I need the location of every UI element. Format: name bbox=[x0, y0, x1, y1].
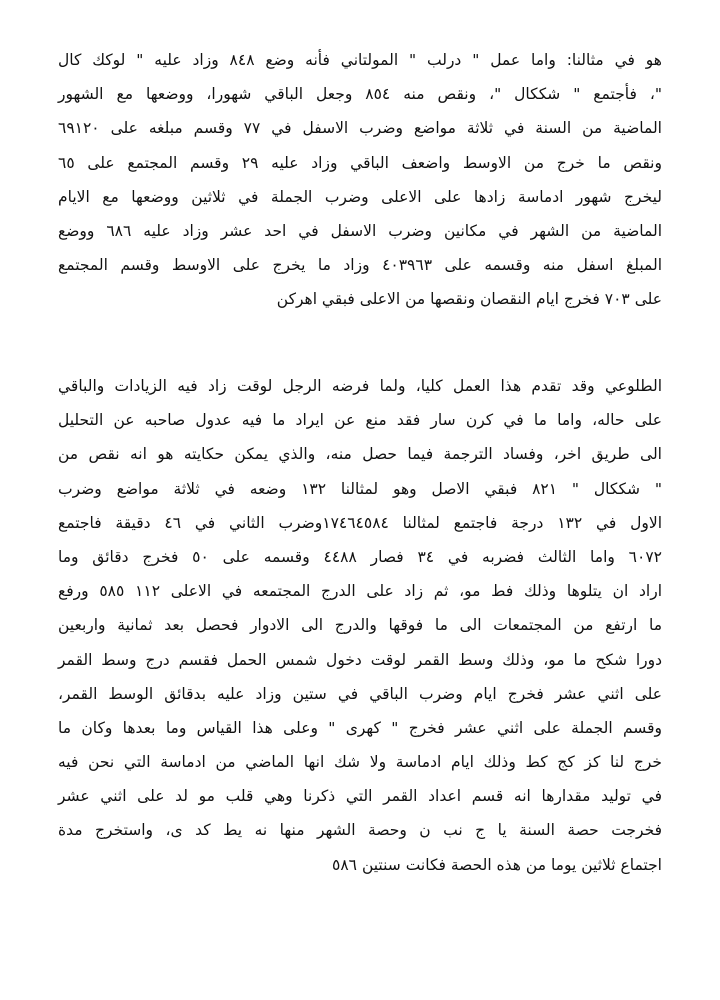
paragraph-2-line-8: ما ارتفع من المجتمعات الى ما فوقها والدرج الى الادوار فحصل بعد ثمانية واربعين bbox=[58, 616, 662, 635]
paragraph-2-line-6: ٦٠٧٢ واما الثالث فضربه في ٣٤ فصار ٤٤٨٨ وقسمه على ٥٠ فخرج دقائق وما bbox=[58, 547, 662, 566]
paragraph-2-line-4: " شككال " ٨٢١ فبقي الاصل وهو لمثالنا ١٣٢ وضعه في ثلاثة مواضع وضرب bbox=[58, 479, 662, 498]
paragraph-2-line-15: اجتماع ثلاثين يوما من هذه الحصة فكانت سنتين ٥٨٦ bbox=[332, 855, 662, 874]
paragraph-1 bbox=[58, 43, 662, 317]
paragraph-2-line-2: على حاله، واما ما في كرن سار فقد منع عن ايراد ما فيه عدول صاحبه عن التحليل bbox=[58, 411, 662, 430]
paragraph-2-line-3: الى طريق اخر، وفساد الترجمة فيما حصل منه، والذي يمكن حكايته هو انه نقص من bbox=[58, 445, 662, 464]
paragraph-1-line-2: "، فأجتمع " شككال "، ونقص منه ٨٥٤ وجعل الباقي شهورا، ووضعها مع الشهور bbox=[58, 85, 663, 104]
paragraph-2-line-12: خرج لنا كز كج كط وذلك ايام ادماسة ولا شك انها الماضي من ادماسة التي نحن فيه bbox=[58, 753, 662, 772]
paragraph-1-line-7: المبلغ اسفل منه وقسمه على ٤٠٣٩٦٣ وزاد ما يخرج على الاوسط وقسم المجتمع bbox=[58, 256, 662, 275]
paragraph-2-line-14: فخرجت حصة السنة يا ج نب ن وحصة الشهر منها نه يط كد ى، واستخرج مدة bbox=[58, 821, 662, 840]
paragraph-1-line-4: ونقص ما خرج من الاوسط واضعف الباقي وزاد عليه ٢٩ وقسم المجتمع على ٦٥ bbox=[58, 153, 662, 172]
paragraph-2-line-10: على اثني عشر فخرج ايام وضرب الباقي في ستين وزاد عليه بدقائق الوسط القمر، bbox=[58, 684, 662, 703]
paragraph-1-line-8: على ٧٠٣ فخرج ايام النقصان ونقصها من الاعلى فبقي اهركن bbox=[276, 290, 662, 309]
paragraph-2-line-7: اراد ان يتلوها وذلك فط مو، ثم زاد على الدرج المجتمعه في الاعلى ١١٢ ٥٨٥ ورفع bbox=[58, 582, 662, 601]
paragraph-2 bbox=[58, 369, 662, 882]
paragraph-1-line-3: الماضية من السنة في ثلاثة مواضع وضرب الاسفل في ٧٧ وقسم مبلغه على ٦٩١٢٠ bbox=[58, 119, 662, 138]
paragraph-2-line-1: الطلوعي وقد تقدم هذا العمل كليا، ولما فرضه الرجل لوقت زاد فيه الزيادات والباقي bbox=[58, 377, 662, 395]
paragraph-2-line-13: في توليد مقدارها انه قسم اعداد القمر التي ذكرنا وهي قلب مو لد على اثني عشر bbox=[58, 787, 662, 806]
paragraph-2-line-11: وقسم الجملة على اثني عشر فخرج " كهرى " وعلى هذا القياس وما بعدها وكان ما bbox=[58, 718, 662, 737]
paragraph-1-line-5: ليخرج شهور ادماسة زادها على الاعلى وضرب الجملة في ثلاثين ووضعها مع الايام bbox=[58, 187, 662, 206]
paragraph-1-line-6: الماضية من الشهر في مكانين وضرب الاسفل في احد عشر وزاد عليه ٦٨٦ ووضع bbox=[58, 221, 663, 240]
paragraph-2-line-5: الاول في ١٣٢ درجة فاجتمع لمثالنا ١٧٤٦٤٥٨٤وضرب الثاني في ٤٦ دقيقة فاجتمع bbox=[58, 513, 663, 532]
paragraph-2-line-9: دورا شكح ما مو، وذلك وسط القمر لوقت دخول شمس الحمل فقسم درج وسط القمر bbox=[58, 650, 662, 669]
paragraph-1-line-1: هو في مثالنا: واما عمل " درلب " المولتاني فأنه وضع ٨٤٨ وزاد عليه " لوكك كال bbox=[58, 51, 662, 69]
